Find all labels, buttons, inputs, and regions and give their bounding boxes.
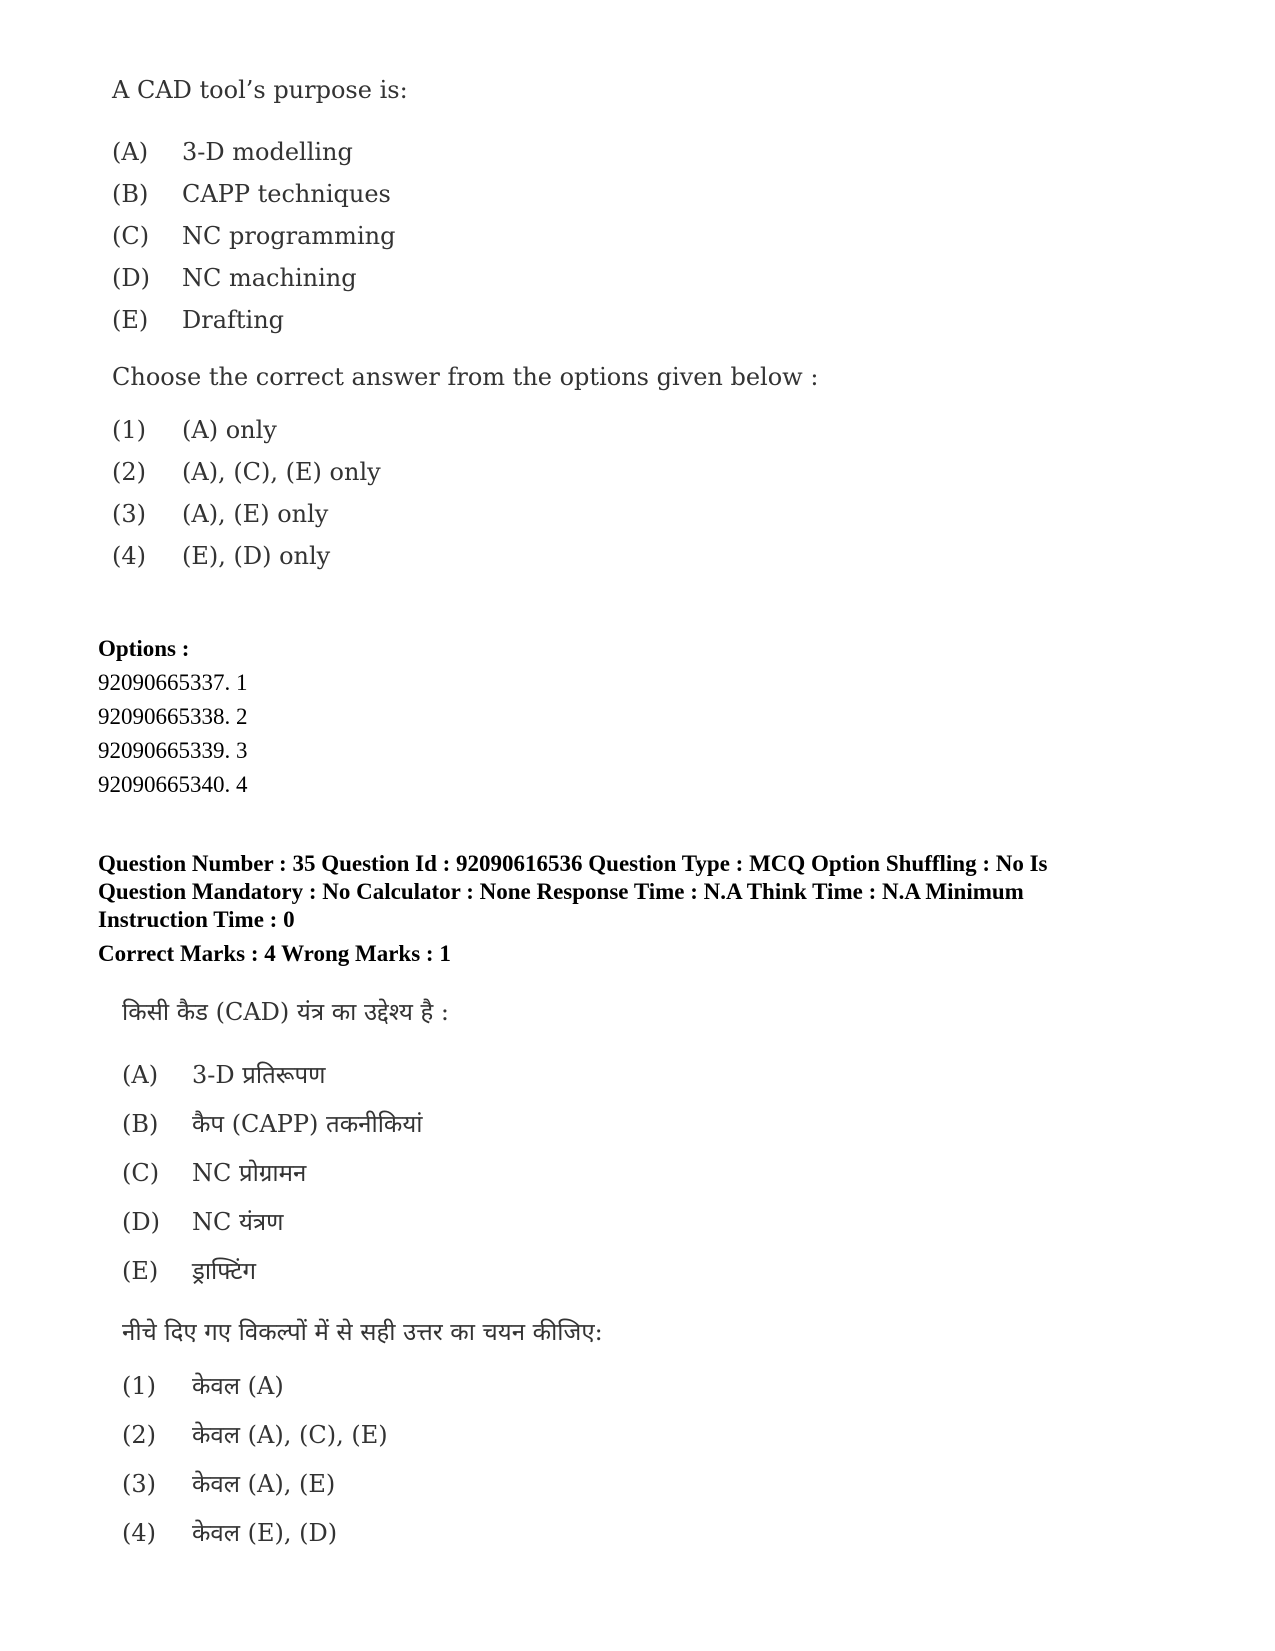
question-meta-block: [98, 850, 1178, 968]
statement-text: ड्राफ्टिंग: [192, 1257, 257, 1285]
statement-text: Drafting: [182, 306, 285, 334]
choice-text: (E), (D) only: [182, 542, 331, 570]
choice-text: केवल (A), (E): [192, 1470, 336, 1498]
english-instruction: Choose the correct answer from the options given below :: [112, 363, 819, 391]
choice-row: [122, 1509, 882, 1558]
statement-text: NC programming: [182, 222, 396, 250]
choice-key: (1): [122, 1372, 156, 1400]
choice-text: (A), (C), (E) only: [182, 458, 381, 486]
option-id-item: 92090665340. 4: [98, 772, 248, 797]
statement-text: 3-D modelling: [182, 138, 353, 166]
options-block: [98, 632, 1178, 802]
statement-row: [122, 1247, 882, 1296]
choice-key: (4): [122, 1519, 156, 1547]
statement-row: [112, 173, 872, 215]
choice-key: (3): [122, 1470, 156, 1498]
statement-row: [112, 215, 872, 257]
choice-text: केवल (A): [192, 1372, 284, 1400]
choice-row: [112, 451, 872, 493]
statement-key: (E): [122, 1257, 159, 1285]
choice-row: [122, 1411, 882, 1460]
choice-key: (2): [112, 458, 146, 486]
english-question-text: A CAD tool’s purpose is:: [112, 76, 408, 104]
choice-row: [122, 1460, 882, 1509]
option-id-item: 92090665337. 1: [98, 670, 248, 695]
statement-row: [122, 1051, 882, 1100]
choice-text: (A), (E) only: [182, 500, 329, 528]
choice-text: केवल (A), (C), (E): [192, 1421, 388, 1449]
statement-row: [112, 131, 872, 173]
choice-text: (A) only: [182, 416, 277, 444]
statement-key: (D): [122, 1208, 160, 1236]
hindi-question-text: किसी कैड (CAD) यंत्र का उद्देश्य है :: [122, 998, 449, 1026]
statement-row: [122, 1100, 882, 1149]
question-meta-line: Question Mandatory : No Calculator : None Response Time : N.A Think Time : N.A Minimum: [98, 879, 1024, 904]
choice-row: [122, 1362, 882, 1411]
choice-row: [112, 535, 872, 577]
statement-key: (A): [122, 1061, 159, 1089]
options-title: Options :: [98, 636, 190, 661]
statement-key: (B): [122, 1110, 159, 1138]
question-meta-line: Question Number : 35 Question Id : 92090616536 Question Type : MCQ Option Shuffling : No Is: [98, 851, 1048, 876]
statement-text: NC machining: [182, 264, 357, 292]
hindi-question-block: [122, 995, 882, 1558]
statement-key: (A): [112, 138, 149, 166]
choice-key: (4): [112, 542, 146, 570]
statement-key: (C): [112, 222, 150, 250]
marks-line: Correct Marks : 4 Wrong Marks : 1: [98, 941, 451, 966]
statement-text: CAPP techniques: [182, 180, 391, 208]
statement-text: NC यंत्रण: [192, 1208, 284, 1236]
statement-key: (D): [112, 264, 150, 292]
option-id-item: 92090665338. 2: [98, 704, 248, 729]
question-meta-line: Instruction Time : 0: [98, 907, 295, 932]
choice-key: (2): [122, 1421, 156, 1449]
statement-row: [122, 1198, 882, 1247]
statement-key: (C): [122, 1159, 160, 1187]
hindi-instruction: नीचे दिए गए विकल्पों में से सही उत्तर का चयन कीजिए:: [122, 1318, 603, 1346]
statement-row: [122, 1149, 882, 1198]
statement-text: कैप (CAPP) तकनीकियां: [192, 1110, 423, 1138]
statement-key: (E): [112, 306, 149, 334]
choice-key: (3): [112, 500, 146, 528]
choice-text: केवल (E), (D): [192, 1519, 338, 1547]
option-id-item: 92090665339. 3: [98, 738, 248, 763]
statement-key: (B): [112, 180, 149, 208]
english-question-block: [112, 75, 872, 577]
statement-text: NC प्रोग्रामन: [192, 1159, 307, 1187]
choice-row: [112, 409, 872, 451]
choice-key: (1): [112, 416, 146, 444]
statement-row: [112, 257, 872, 299]
statement-text: 3-D प्रतिरूपण: [192, 1061, 326, 1089]
statement-row: [112, 299, 872, 341]
choice-row: [112, 493, 872, 535]
